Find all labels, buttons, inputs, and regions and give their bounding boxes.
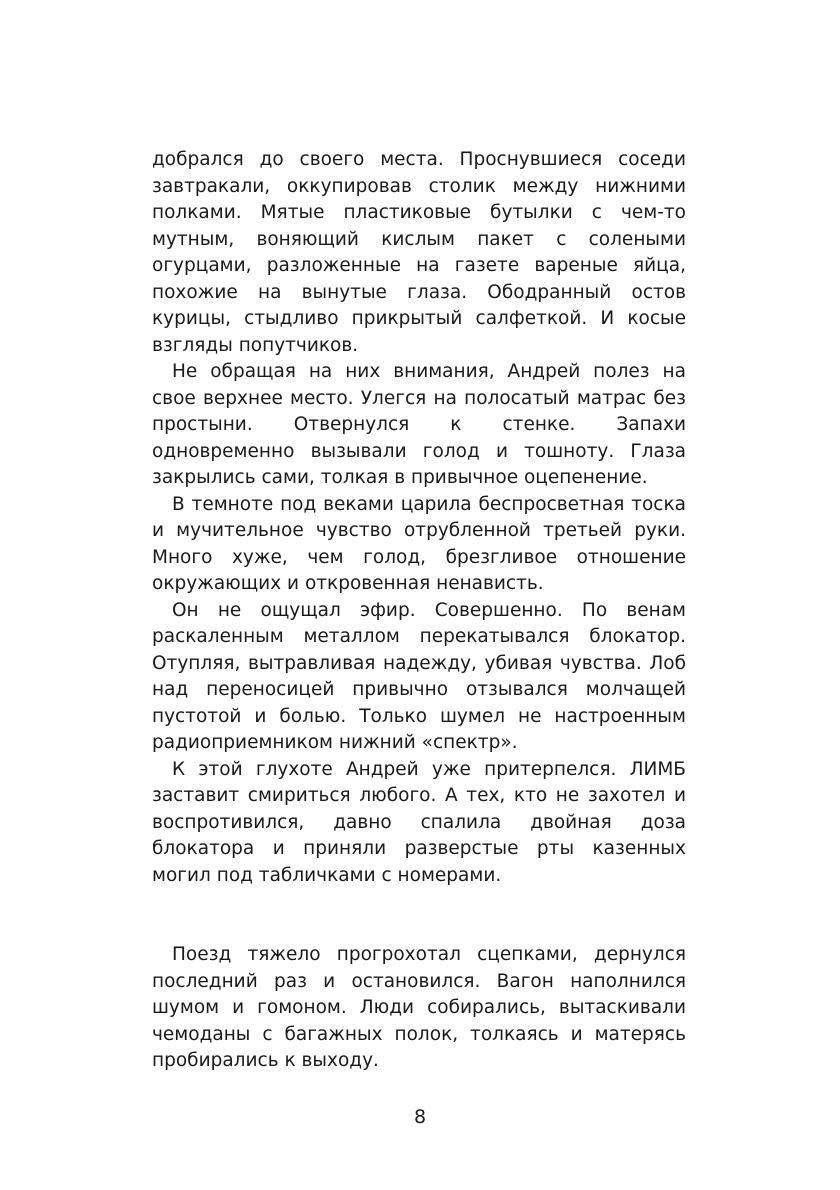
paragraph: К этой глухоте Андрей уже притерпелся. ЛИМБ заставит смириться любого. А тех, кто не захотел и воспротивился, давно спалила двойная доза блокатора и приняли разверстые рты казенных могил под табличками с номерами. — [152, 758, 686, 886]
page-body — [152, 147, 686, 1075]
paragraph: Не обращая на них внимания, Андрей полез на свое верхнее место. Улегся на полосатый матрас без простыни. Отвернулся к стенке. Запахи одновременно вызывали голод и тошноту. Глаза закрылись сами, толкая в привычное оцепенение. — [152, 361, 686, 488]
paragraph: Он не ощущал эфир. Совершенно. По венам раскаленным металлом перекатывался блокатор. Отупляя, вытравливая надежду, убивая чувства. Лоб над переносицей привычно отзывался молчащей пустотой и болью. Только шумел не настроенным радиоприемником нижний «спектр». — [152, 599, 686, 753]
section-break — [152, 889, 686, 942]
paragraph: Поезд тяжело прогрохотал сцепками, дернулся последний раз и остановился. Вагон наполнился шумом и гомоном. Люди собирались, вытаскивали чемоданы с багажных полок, толкаясь и матерясь пробирались к выходу. — [152, 944, 686, 1071]
paragraph: добрался до своего места. Проснувшиеся соседи завтракали, оккупировав столик между нижними полками. Мятые пластиковые бутылки с чем-то мутным, воняющий кислым пакет с солеными огурцами, разложенные на газете вареные яйца, похожие на вынутые глаза. Ободранный остов курицы, стыдливо прикрытый салфеткой. И косые взгляды попутчиков. — [152, 149, 686, 356]
paragraph: В темноте под веками царила беспросветная тоска и мучительное чувство отрубленной третьей руки. Много хуже, чем голод, брезгливое отношение окружающих и откровенная ненависть. — [152, 493, 686, 594]
page-number: 8 — [413, 1106, 427, 1128]
